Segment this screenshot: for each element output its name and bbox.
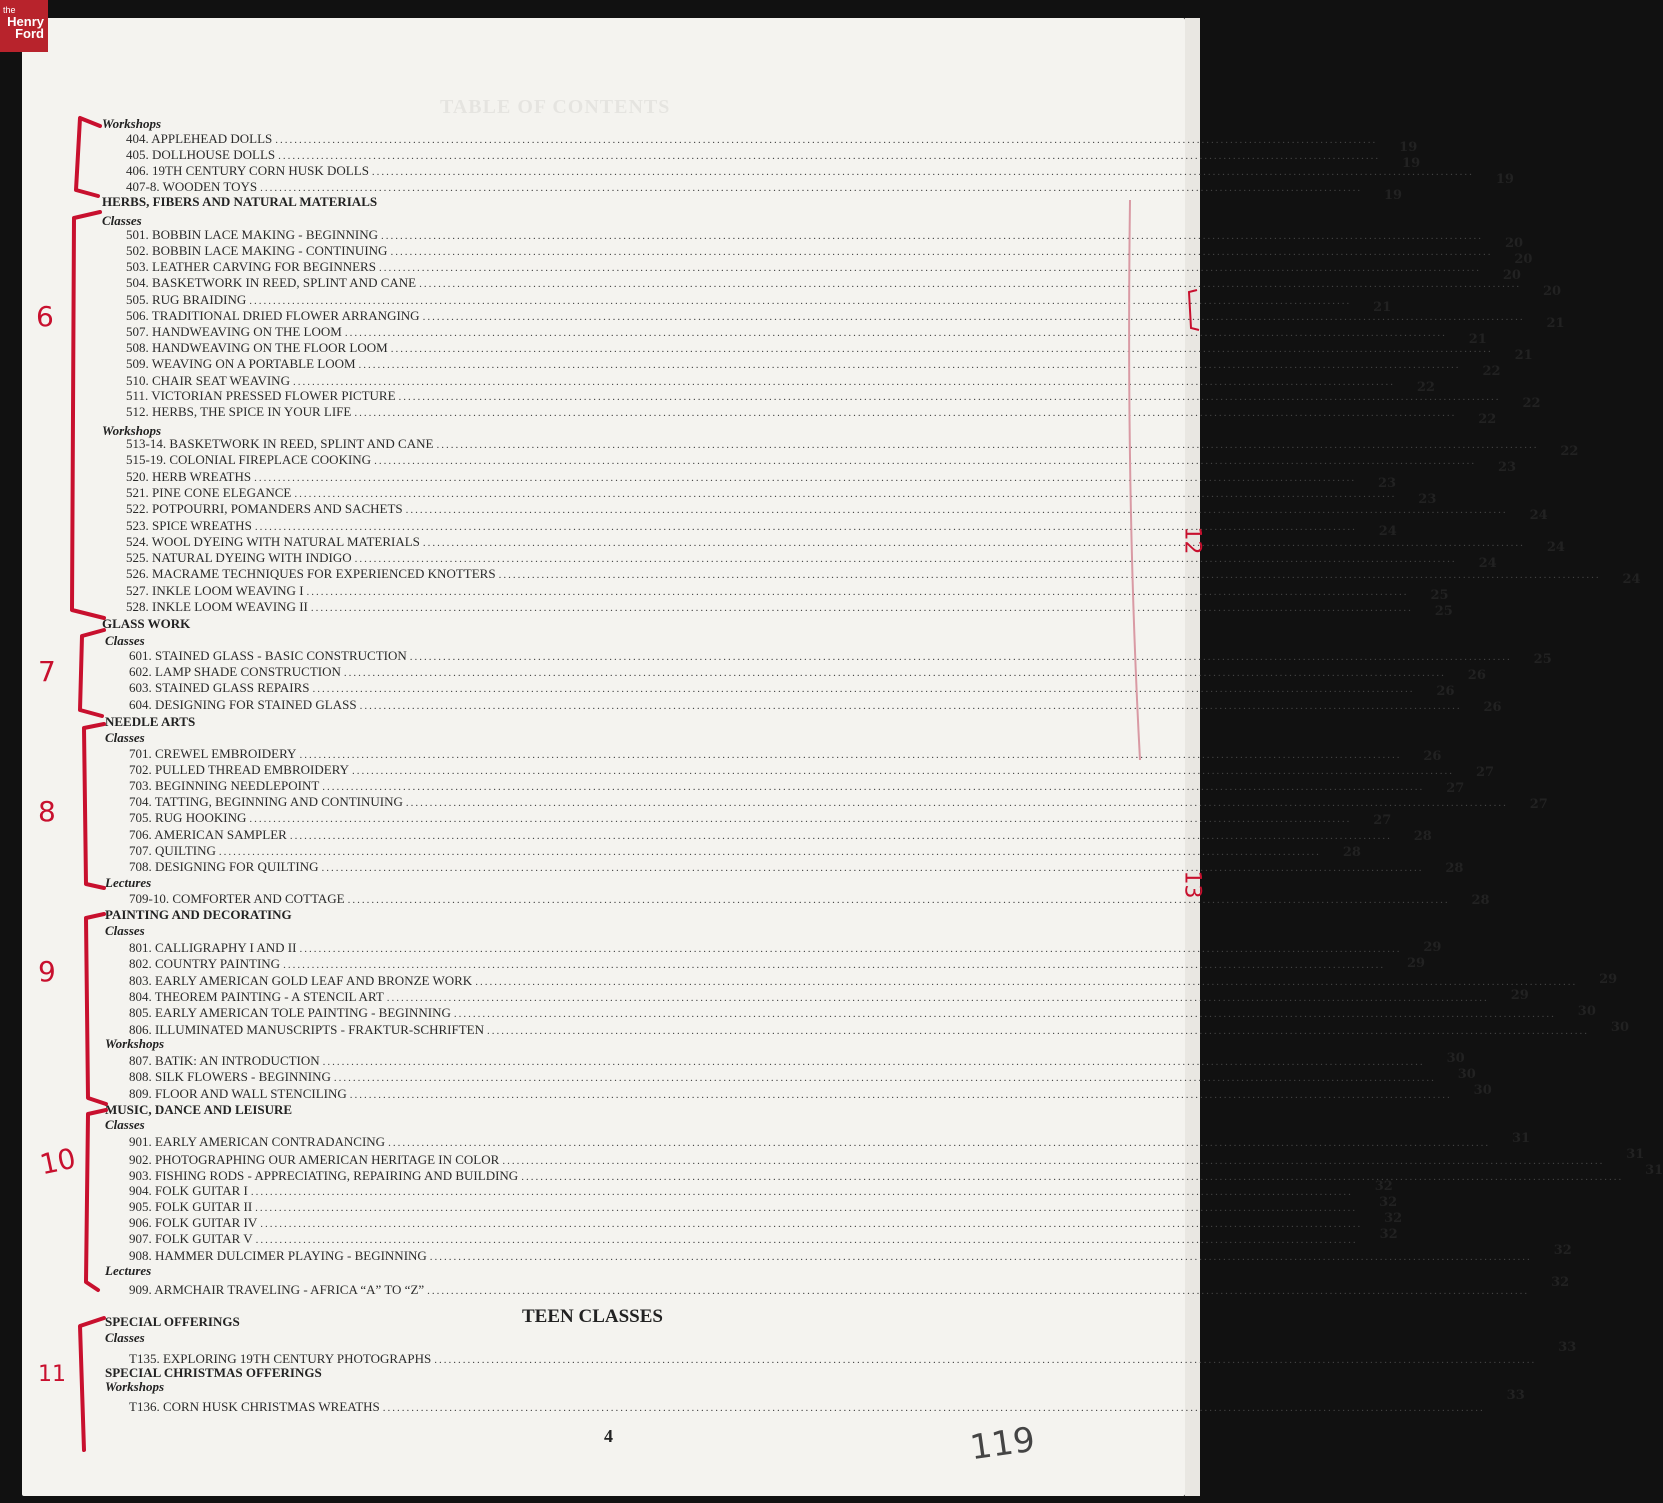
toc-entry-page: 29 bbox=[1406, 956, 1426, 971]
toc-entry-title: 703. BEGINNING NEEDLEPOINT bbox=[129, 778, 320, 793]
annotation-9: 9 bbox=[38, 955, 56, 988]
toc-entry-title: 407-8. WOODEN TOYS bbox=[126, 179, 258, 194]
toc-entry-title: 708. DESIGNING FOR QUILTING bbox=[129, 859, 319, 874]
toc-entry-page: 19 bbox=[1495, 172, 1514, 187]
toc-entry-page: 30 bbox=[1577, 1004, 1596, 1019]
section-heading: HERBS, FIBERS AND NATURAL MATERIALS bbox=[102, 194, 378, 209]
toc-entry-page: 23 bbox=[1497, 460, 1517, 475]
toc-entry-title: 507. HANDWEAVING ON THE LOOM bbox=[126, 324, 342, 339]
toc-entry-title: 513-14. BASKETWORK IN REED, SPLINT AND CANE bbox=[126, 436, 434, 451]
subsection-heading: Workshops bbox=[102, 423, 162, 438]
annotation-12: 12 bbox=[1179, 526, 1205, 555]
toc-entry-page: 22 bbox=[1482, 364, 1501, 379]
toc-entry-title: 903. FISHING RODS - APPRECIATING, REPAIRING AND BUILDING bbox=[129, 1168, 519, 1183]
toc-entry-title: 705. RUG HOOKING bbox=[129, 810, 247, 825]
toc-entry-title: 901. EARLY AMERICAN CONTRADANCING bbox=[129, 1134, 386, 1149]
toc-entry-title: 528. INKLE LOOM WEAVING II bbox=[126, 599, 308, 614]
toc-entry-page: 19 bbox=[1399, 140, 1418, 155]
toc-entry-title: 406. 19TH CENTURY CORN HUSK DOLLS bbox=[126, 163, 369, 178]
toc-entry-page: 31 bbox=[1626, 1147, 1645, 1162]
toc-entry-page: 26 bbox=[1467, 668, 1486, 683]
toc-entry-title: 805. EARLY AMERICAN TOLE PAINTING - BEGINNING bbox=[129, 1005, 451, 1020]
toc-entry-page: 24 bbox=[1478, 556, 1497, 571]
annotation-6: 6 bbox=[36, 300, 54, 333]
toc-entry-page: 19 bbox=[1384, 188, 1403, 203]
toc-entry-page: 23 bbox=[1418, 492, 1437, 507]
toc-entry-title: 802. COUNTRY PAINTING bbox=[129, 956, 281, 971]
toc-entry-page: 24 bbox=[1622, 572, 1641, 587]
toc-entry-title: 522. POTPOURRI, POMANDERS AND SACHETS bbox=[126, 501, 403, 516]
toc-entry-page: 21 bbox=[1373, 300, 1392, 315]
toc-entry-page: 20 bbox=[1543, 284, 1562, 299]
toc-entry-page: 21 bbox=[1546, 316, 1565, 331]
toc-entry-page: 27 bbox=[1529, 797, 1548, 812]
pencil-note: 119 bbox=[967, 1419, 1038, 1469]
annotation-10: 10 bbox=[36, 1141, 79, 1182]
toc-entry-title: 505. RUG BRAIDING bbox=[126, 292, 247, 307]
toc-entry-page: 29 bbox=[1510, 988, 1529, 1003]
toc-entry-title: 905. FOLK GUITAR II bbox=[129, 1199, 253, 1214]
toc-entry-title: 502. BOBBIN LACE MAKING - CONTINUING bbox=[126, 243, 388, 258]
subsection-heading: Classes bbox=[105, 1330, 145, 1345]
toc-entry-page: 30 bbox=[1446, 1051, 1465, 1066]
toc-entry-title: 603. STAINED GLASS REPAIRS bbox=[129, 680, 310, 695]
toc-entry-title: 521. PINE CONE ELEGANCE bbox=[126, 485, 292, 500]
toc-entry-page: 26 bbox=[1483, 700, 1502, 715]
toc-entry-title: 526. MACRAME TECHNIQUES FOR EXPERIENCED KNOTTERS bbox=[126, 566, 496, 581]
toc-entry-page: 33 bbox=[1506, 1388, 1525, 1403]
toc-entry-page: 30 bbox=[1457, 1067, 1476, 1082]
toc-entry-page: 26 bbox=[1423, 749, 1442, 764]
toc-entry-title: 504. BASKETWORK IN REED, SPLINT AND CANE bbox=[126, 275, 417, 290]
toc-entry-page: 24 bbox=[1529, 508, 1548, 523]
toc-entry-page: 32 bbox=[1384, 1211, 1403, 1226]
toc-entry-title: 523. SPICE WREATHS bbox=[126, 518, 252, 533]
toc-entry-title: 702. PULLED THREAD EMBROIDERY bbox=[129, 762, 350, 777]
toc-entry-title: 701. CREWEL EMBROIDERY bbox=[129, 746, 297, 761]
toc-entry-page: 28 bbox=[1413, 829, 1432, 844]
toc-entry-page: 27 bbox=[1446, 781, 1465, 796]
toc-entry-title: 520. HERB WREATHS bbox=[126, 469, 252, 484]
toc-entry-page: 25 bbox=[1533, 652, 1552, 667]
toc-entry-title: 904. FOLK GUITAR I bbox=[129, 1183, 248, 1198]
toc-entry-title: 508. HANDWEAVING ON THE FLOOR LOOM bbox=[126, 340, 388, 355]
subsection-heading: Workshops bbox=[105, 1379, 165, 1394]
toc-entry-page: 27 bbox=[1475, 765, 1495, 780]
toc-entry-page: 32 bbox=[1374, 1179, 1393, 1194]
toc-entry-page: 23 bbox=[1377, 476, 1397, 491]
toc-entry-page: 24 bbox=[1546, 540, 1565, 555]
subsection-heading: Lectures bbox=[105, 1263, 152, 1278]
subsection-heading: Workshops bbox=[105, 1036, 165, 1051]
toc-entry-title: 707. QUILTING bbox=[129, 843, 216, 858]
annotation-13: 13 bbox=[1179, 870, 1205, 899]
toc-entry-title: 501. BOBBIN LACE MAKING - BEGINNING bbox=[126, 227, 379, 242]
toc-entry-title: 525. NATURAL DYEING WITH INDIGO bbox=[126, 550, 352, 565]
toc-entry-title: 515-19. COLONIAL FIREPLACE COOKING bbox=[126, 452, 372, 467]
toc-entry-title: 808. SILK FLOWERS - BEGINNING bbox=[129, 1069, 331, 1084]
toc-entry-title: 809. FLOOR AND WALL STENCILING bbox=[129, 1086, 347, 1101]
annotation-7: 7 bbox=[38, 655, 56, 688]
toc-entry-page: 26 bbox=[1436, 684, 1455, 699]
toc-entry-page: 24 bbox=[1378, 524, 1397, 539]
toc-entry-page: 31 bbox=[1511, 1131, 1531, 1146]
section-heading: MUSIC, DANCE AND LEISURE bbox=[105, 1102, 293, 1117]
toc-entry-title: 602. LAMP SHADE CONSTRUCTION bbox=[129, 664, 341, 679]
toc-entry-title: 510. CHAIR SEAT WEAVING bbox=[126, 373, 290, 388]
toc-entry-page: 28 bbox=[1445, 861, 1464, 876]
toc-entry-page: 20 bbox=[1504, 236, 1524, 251]
toc-entry-title: 524. WOOL DYEING WITH NATURAL MATERIALS bbox=[126, 534, 420, 549]
subsection-heading: Classes bbox=[105, 923, 145, 938]
annotation-11: 11 bbox=[38, 1362, 66, 1387]
toc-entry-page: 19 bbox=[1402, 156, 1421, 171]
toc-entry-page: 29 bbox=[1599, 972, 1618, 987]
toc-entry-page: 21 bbox=[1514, 348, 1533, 363]
toc-entry-page: 21 bbox=[1468, 332, 1487, 347]
toc-entry-title: 807. BATIK: AN INTRODUCTION bbox=[129, 1053, 320, 1068]
section-heading: GLASS WORK bbox=[102, 616, 191, 631]
section-heading: SPECIAL CHRISTMAS OFFERINGS bbox=[105, 1365, 322, 1380]
teen-classes-heading: TEEN CLASSES bbox=[522, 1306, 663, 1327]
section-heading: PAINTING AND DECORATING bbox=[105, 907, 292, 922]
toc-entry-page: 27 bbox=[1373, 813, 1392, 828]
toc-entry-title: 801. CALLIGRAPHY I AND II bbox=[129, 940, 297, 955]
toc-entry-page: 30 bbox=[1610, 1020, 1629, 1035]
toc-entry-page: 22 bbox=[1416, 380, 1435, 395]
toc-entry-title: 902. PHOTOGRAPHING OUR AMERICAN HERITAGE IN COLOR bbox=[129, 1152, 500, 1167]
toc-entry-page: 30 bbox=[1473, 1083, 1492, 1098]
toc-entry-page: 22 bbox=[1522, 396, 1541, 411]
annotation-8: 8 bbox=[38, 795, 56, 828]
toc-entry-page: 22 bbox=[1560, 444, 1579, 459]
page-number: 4 bbox=[604, 1426, 613, 1446]
toc-entry-title: 527. INKLE LOOM WEAVING I bbox=[126, 583, 304, 598]
section-heading: SPECIAL OFFERINGS bbox=[105, 1314, 240, 1329]
toc-entry-title: 908. HAMMER DULCIMER PLAYING - BEGINNING bbox=[129, 1248, 427, 1263]
subsection-heading: Classes bbox=[102, 213, 142, 228]
toc-entry-title: 405. DOLLHOUSE DOLLS bbox=[126, 147, 276, 162]
toc-entry-page: 20 bbox=[1514, 252, 1533, 267]
toc-entry-page: 33 bbox=[1558, 1340, 1577, 1355]
toc-entry-page: 32 bbox=[1379, 1195, 1398, 1210]
toc-entry-title: 804. THEOREM PAINTING - A STENCIL ART bbox=[129, 989, 384, 1004]
toc-entry-title: 601. STAINED GLASS - BASIC CONSTRUCTION bbox=[129, 648, 407, 663]
toc-entry-page: 22 bbox=[1478, 412, 1497, 427]
toc-entry-page: 28 bbox=[1342, 845, 1361, 860]
toc-entry-title: 506. TRADITIONAL DRIED FLOWER ARRANGING bbox=[126, 308, 420, 323]
subsection-heading: Classes bbox=[105, 730, 145, 745]
toc-entry-page: 20 bbox=[1502, 268, 1521, 283]
henry-ford-logo: the Henry Ford bbox=[0, 0, 48, 52]
toc-entry-title: 404. APPLEHEAD DOLLS bbox=[126, 131, 273, 146]
faint-bleedthrough-heading: TABLE OF CONTENTS bbox=[440, 96, 671, 118]
subsection-heading: Lectures bbox=[105, 875, 152, 890]
toc-entry-title: 803. EARLY AMERICAN GOLD LEAF AND BRONZE WORK bbox=[129, 973, 473, 988]
section-heading: NEEDLE ARTS bbox=[105, 714, 196, 729]
toc-entry-page: 28 bbox=[1471, 893, 1490, 908]
toc-entry-page: 25 bbox=[1434, 604, 1453, 619]
toc-entry-page: 25 bbox=[1430, 588, 1449, 603]
subsection-heading: Workshops bbox=[102, 116, 162, 131]
toc-entry-page: 32 bbox=[1553, 1243, 1572, 1258]
toc-entry-title: 909. ARMCHAIR TRAVELING - AFRICA “A” TO “Z” bbox=[129, 1282, 425, 1297]
toc-entry-title: 503. LEATHER CARVING FOR BEGINNERS bbox=[126, 259, 376, 274]
toc-entry-page: 32 bbox=[1551, 1275, 1570, 1290]
toc-entry-title: 706. AMERICAN SAMPLER bbox=[129, 827, 287, 842]
toc-entry-page: 32 bbox=[1379, 1227, 1398, 1242]
toc-entry-title: 709-10. COMFORTER AND COTTAGE bbox=[129, 891, 345, 906]
toc-entry-title: 604. DESIGNING FOR STAINED GLASS bbox=[129, 697, 357, 712]
toc-entry-title: 906. FOLK GUITAR IV bbox=[129, 1215, 258, 1230]
toc-entry-title: 704. TATTING, BEGINNING AND CONTINUING bbox=[129, 794, 403, 809]
toc-entry-title: 509. WEAVING ON A PORTABLE LOOM bbox=[126, 356, 356, 371]
toc-entry-page: 29 bbox=[1423, 940, 1442, 955]
toc-entry-page: 31 bbox=[1645, 1163, 1663, 1178]
toc-entry-title: T136. CORN HUSK CHRISTMAS WREATHS bbox=[129, 1399, 380, 1414]
toc-entry-title: T135. EXPLORING 19TH CENTURY PHOTOGRAPHS bbox=[129, 1351, 432, 1366]
toc-entry-title: 907. FOLK GUITAR V bbox=[129, 1231, 253, 1246]
toc-entry-title: 511. VICTORIAN PRESSED FLOWER PICTURE bbox=[126, 388, 396, 403]
toc-entry-title: 512. HERBS, THE SPICE IN YOUR LIFE bbox=[126, 404, 352, 419]
subsection-heading: Classes bbox=[105, 633, 145, 648]
toc-entry-title: 806. ILLUMINATED MANUSCRIPTS - FRAKTUR-SCHRIFTEN bbox=[129, 1022, 484, 1037]
subsection-heading: Classes bbox=[105, 1117, 145, 1132]
